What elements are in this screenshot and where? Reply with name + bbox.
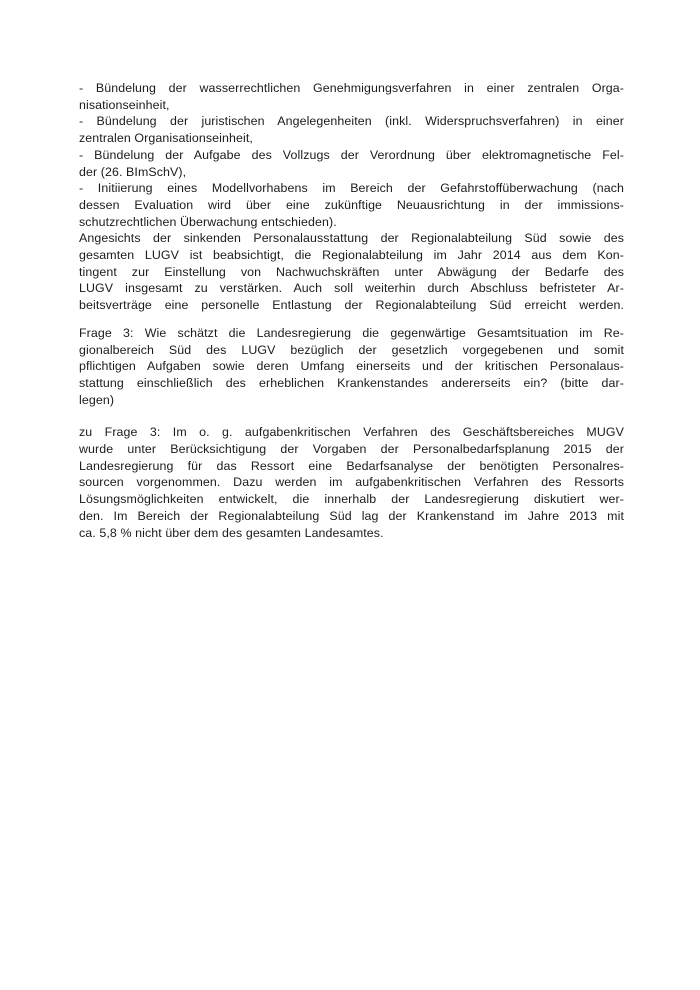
text-line: nisationseinheit, bbox=[79, 97, 170, 112]
text-line: - Bündelung der juristischen Angelegenheiten (inkl. Widerspruchsverfahren) in einer bbox=[79, 114, 624, 129]
document-text-block bbox=[79, 80, 624, 541]
paragraph-frage-3 bbox=[79, 325, 624, 409]
text-line: gionalbereich Süd des LUGV bezüglich der gesetzlich vorgegebenen und somit bbox=[79, 342, 624, 357]
text-line: - Bündelung der Aufgabe des Vollzugs der Verordnung über elektromagnetische Fel- bbox=[79, 147, 624, 162]
text-line: - Bündelung der wasserrechtlichen Genehmigungsverfahren in einer zentralen Orga- bbox=[79, 81, 624, 95]
text-line: zu Frage 3: Im o. g. aufgabenkritischen Verfahren des Geschäftsbereiches MUGV bbox=[79, 425, 624, 440]
paragraph-measures-list bbox=[79, 80, 624, 314]
text-line: beitsverträge eine personelle Entlastung der Regionalabteilung Süd erreicht werden. bbox=[79, 298, 624, 313]
text-line: wurde unter Berücksichtigung der Vorgaben der Personalbedarfsplanung 2015 der bbox=[79, 442, 624, 457]
text-line: schutzrechtlichen Überwachung entschieden). bbox=[79, 214, 337, 229]
text-line: stattung einschließlich des erheblichen Krankenstandes andererseits ein? (bitte dar- bbox=[79, 375, 624, 390]
text-line: LUGV insgesamt zu verstärken. Auch soll weiterhin durch Abschluss befristeter Ar- bbox=[79, 281, 624, 296]
text-line: legen) bbox=[79, 392, 115, 407]
text-line: pflichtigen Aufgaben sowie deren Umfang einerseits und der kritischen Personalaus- bbox=[79, 359, 624, 374]
text-line: Frage 3: Wie schätzt die Landesregierung die gegenwärtige Gesamtsituation im Re- bbox=[79, 325, 624, 340]
text-line: tingent zur Einstellung von Nachwuchskräften unter Abwägung der Bedarfe des bbox=[79, 264, 624, 279]
text-line: der (26. BImSchV), bbox=[79, 164, 187, 179]
paragraph-antwort-frage-3 bbox=[79, 424, 624, 541]
text-line: zentralen Organisationseinheit, bbox=[79, 131, 253, 146]
text-line: ca. 5,8 % nicht über dem des gesamten Landesamtes. bbox=[79, 525, 384, 540]
text-line: Angesichts der sinkenden Personalausstattung der Regionalabteilung Süd sowie des bbox=[79, 231, 624, 246]
text-line: dessen Evaluation wird über eine zukünftige Neuausrichtung in der immissions- bbox=[79, 197, 624, 212]
text-line: gesamten LUGV ist beabsichtigt, die Regionalabteilung im Jahr 2014 aus dem Kon- bbox=[79, 248, 624, 263]
text-line: Lösungsmöglichkeiten entwickelt, die innerhalb der Landesregierung diskutiert wer- bbox=[79, 492, 624, 507]
text-line: Landesregierung für das Ressort eine Bedarfsanalyse der benötigten Personalres- bbox=[79, 458, 624, 473]
text-line: den. Im Bereich der Regionalabteilung Süd lag der Krankenstand im Jahre 2013 mit bbox=[79, 508, 624, 523]
text-line: - Initiierung eines Modellvorhabens im Bereich der Gefahrstoffüberwachung (nach bbox=[79, 181, 624, 196]
text-line: sourcen vorgenommen. Dazu werden im aufgabenkritischen Verfahren des Ressorts bbox=[79, 475, 624, 490]
